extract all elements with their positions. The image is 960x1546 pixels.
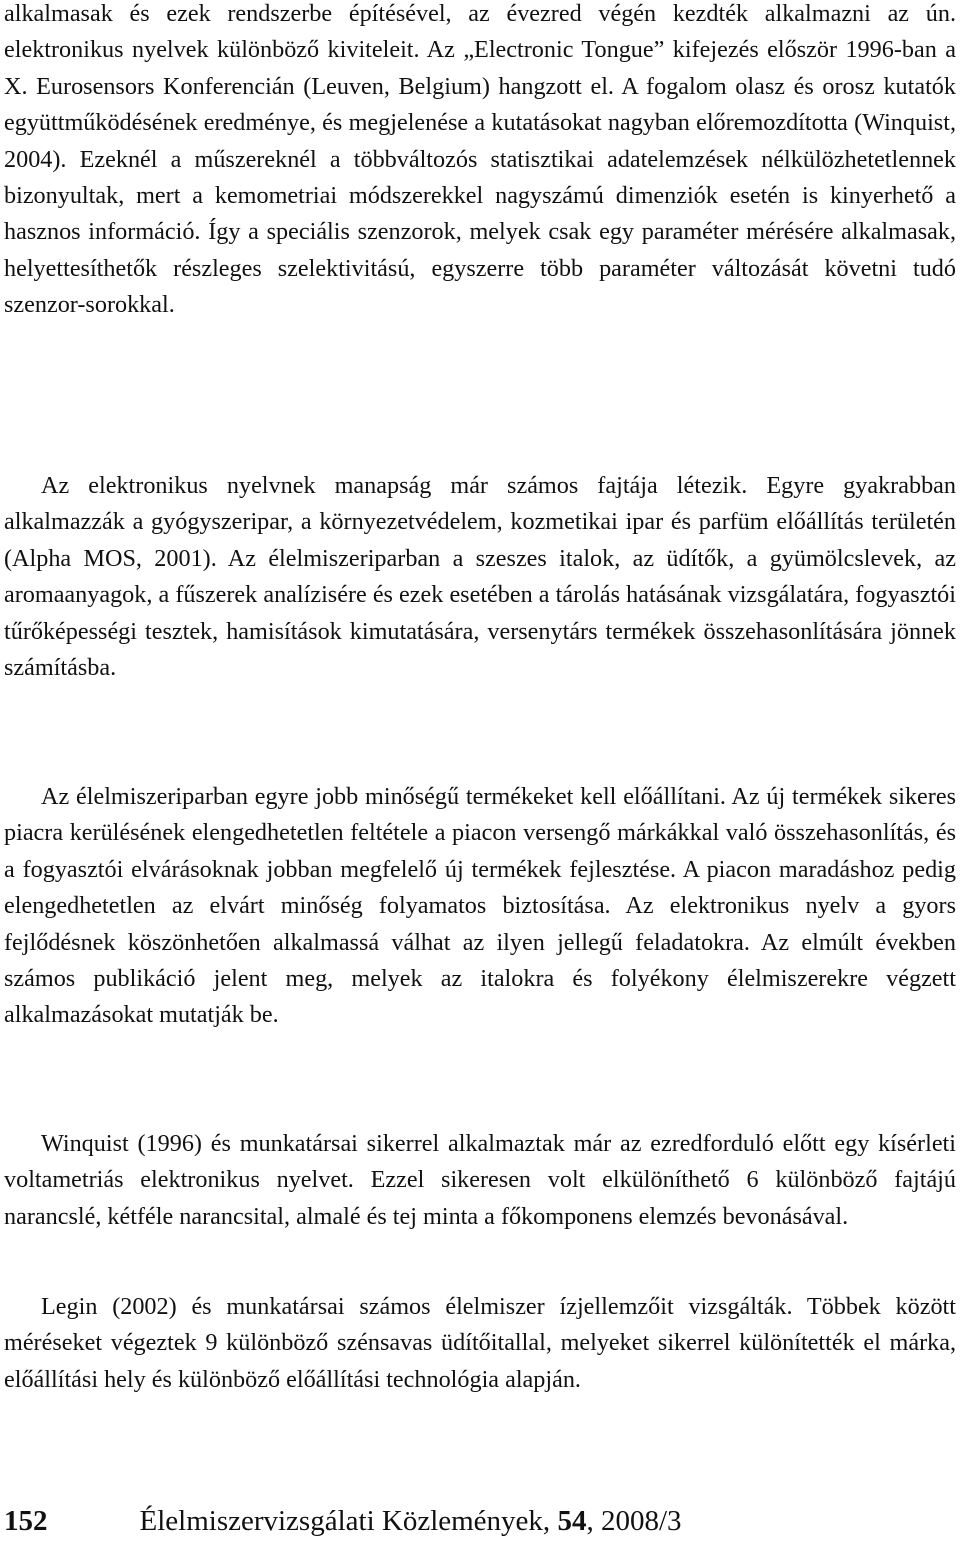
- body-paragraph-5: Legin (2002) és munkatársai számos élelmiszer ízjellemzőit vizsgálták. Többek között méréseket végeztek 9 különböző szénsavas üdítőitallal, melyeket sikerrel különítették el márka, előállítási hely és különböző előállítási technológia alapján.: [4, 1293, 956, 1393]
- body-paragraph-1: alkalmasak és ezek rendszerbe építésével, az évezred végén kezdték alkalmazni az ún. elektronikus nyelvek különböző kiviteleit. Az „Electronic Tongue” kifejezés először 1996-ban a X. Eurosensors Konferencián (Leuven, Belgium) hangzott el. A fogalom olasz és orosz kutatók együttműködésének eredménye, és megjelenése a kutatásokat nagyban előremozdította (Winquist, 2004). Ezeknél a műszereknél a többváltozós statisztikai adatelemzések nélkülözhetetlennek bizonyultak, mert a kemometriai módszerekkel nagyszámú dimenziók esetén is kinyerhető a hasznos információ. Így a speciális szenzorok, melyek csak egy paraméter mérésére alkalmasak, helyettesíthetők részleges szelektivitású, egyszerre több paraméter változását követni tudó szenzor-sorokkal.: [4, 0, 956, 319]
- body-paragraph-2: Az elektronikus nyelvnek manapság már számos fajtája létezik. Egyre gyakrabban alkalmazzák a gyógyszeripar, a környezetvédelem, kozmetikai ipar és parfüm előállítás területén (Alpha MOS, 2001). Az élelmiszeriparban a szeszes italok, az üdítők, a gyümölcslevek, az aromaanyagok, a fűszerek analízisére és ezek esetében a tárolás hatásának vizsgálatára, fogyasztói tűrőképességi tesztek, hamisítások kimutatására, versenytárs termékek összehasonlítására jönnek számításba.: [4, 472, 956, 682]
- page-number: 152: [4, 1505, 48, 1537]
- journal-issue: , 2008/3: [586, 1505, 682, 1537]
- document-page: [4, 0, 956, 1546]
- body-paragraph-4: Winquist (1996) és munkatársai sikerrel alkalmaztak már az ezredforduló előtt egy kísérleti voltametriás elektronikus nyelvet. Ezzel sikeresen volt elkülöníthető 6 különböző fajtájú narancslé, kétféle narancsital, almalé és tej minta a főkomponens elemzés bevonásával.: [4, 1130, 956, 1230]
- journal-title: Élelmiszervizsgálati Közlemények,: [139, 1505, 558, 1537]
- journal-volume: 54: [557, 1505, 587, 1537]
- body-paragraph-3: Az élelmiszeriparban egyre jobb minőségű termékeket kell előállítani. Az új termékek sikeres piacra kerülésének elengedhetetlen feltétele a piacon versengő márkákkal való összehasonlítás, és a fogyasztói elvárásoknak jobban megfelelő új termékek fejlesztése. A piacon maradáshoz pedig elengedhetetlen az elvárt minőség folyamatos biztosítása. Az elektronikus nyelv a gyors fejlődésnek köszönhetően alkalmassá válhat az ilyen jellegű feladatokra. Az elmúlt években számos publikáció jelent meg, melyek az italokra és folyékony élelmiszerekre végzett alkalmazásokat mutatják be.: [4, 783, 956, 1029]
- page-footer: [4, 1503, 682, 1539]
